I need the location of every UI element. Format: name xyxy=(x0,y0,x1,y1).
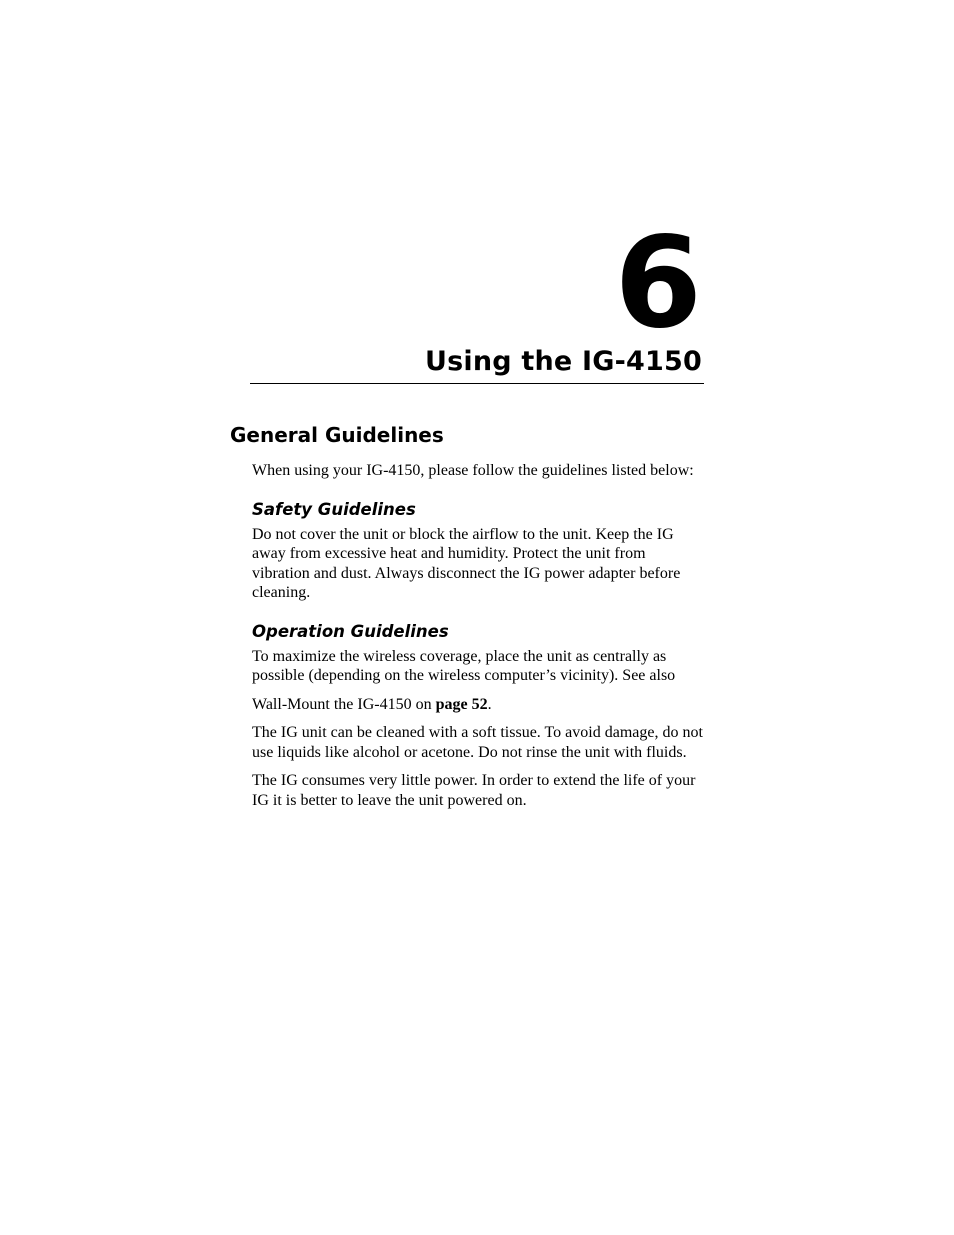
wall-mount-text: Wall-Mount the IG-4150 on xyxy=(252,695,436,713)
operation-paragraph-cleaning: The IG unit can be cleaned with a soft tissue. To avoid damage, do not use liquids like alcohol or acetone. Do not rinse the unit with fluids. xyxy=(252,724,703,761)
intro-paragraph: When using your IG-4150, please follow the guidelines listed below: xyxy=(252,462,694,479)
safety-paragraph: Do not cover the unit or block the airflow to the unit. Keep the IG away from excessive heat and humidity. Protect the unit from vibration and dust. Always disconnect the IG power adapter before cleaning. xyxy=(252,525,681,601)
safety-guidelines-heading: Safety Guidelines xyxy=(252,499,416,519)
operation-paragraph-placement: To maximize the wireless coverage, place the unit as centrally as possible (depending on the wireless computer’s vicinity). See also xyxy=(252,647,676,684)
wall-mount-period: . xyxy=(487,695,492,713)
body-content xyxy=(252,461,704,819)
page-reference-link[interactable]: page 52 xyxy=(435,695,488,713)
chapter-number: 6 xyxy=(614,209,702,356)
operation-paragraph-power: The IG consumes very little power. In order to extend the life of your IG it is better to leave the unit powered on. xyxy=(252,772,696,809)
chapter-title-rule xyxy=(250,383,704,384)
operation-paragraph-wall-mount xyxy=(252,695,704,715)
section-heading: General Guidelines xyxy=(230,423,444,447)
operation-guidelines-heading: Operation Guidelines xyxy=(252,621,449,641)
chapter-title: Using the IG-4150 xyxy=(425,346,702,377)
